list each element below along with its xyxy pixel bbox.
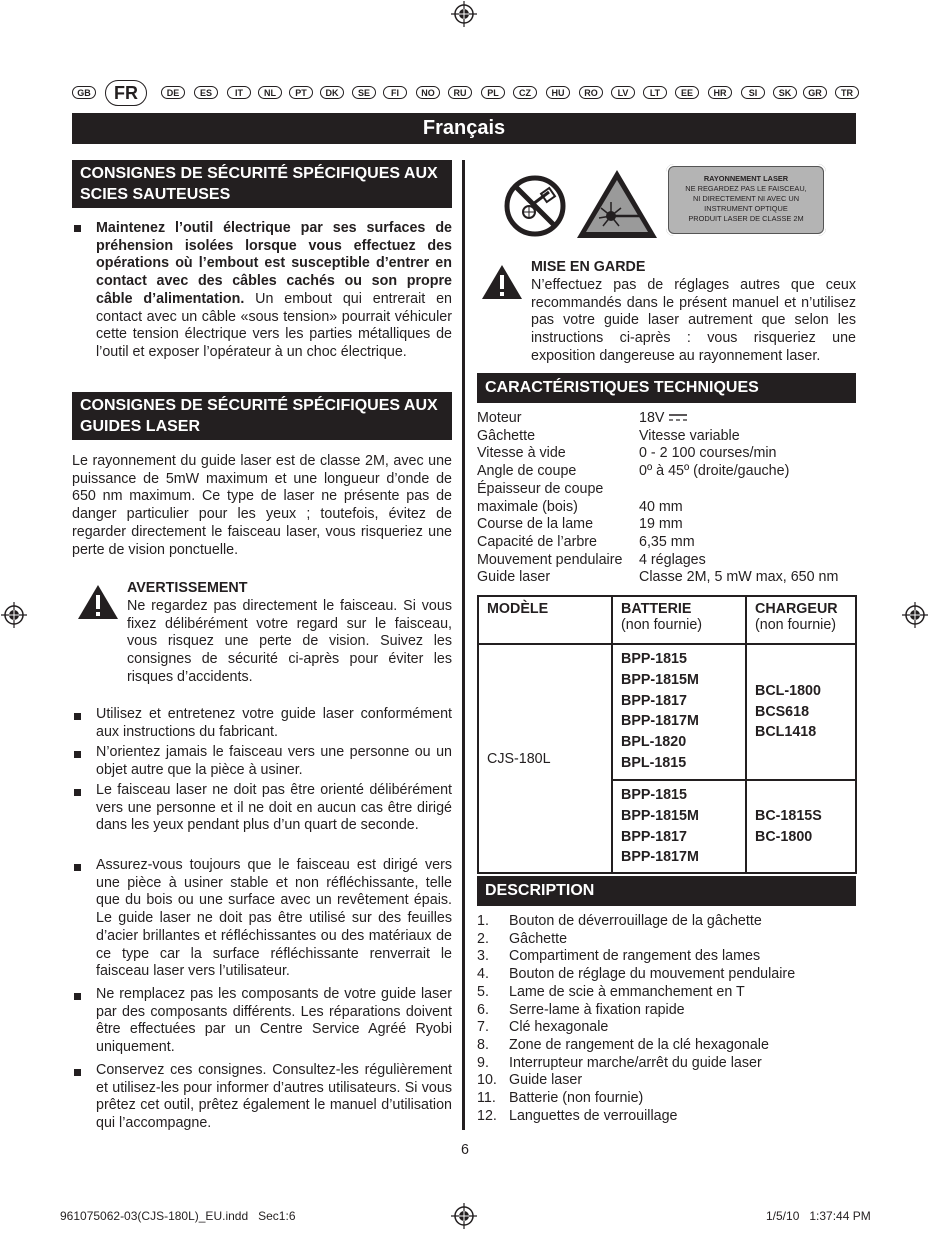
laser-bullet-item: N’orientez jamais le faisceau vers une personne ou un objet autre que la pièce à usiner. bbox=[96, 744, 452, 778]
description-text: Zone de rangement de la clé hexagonale bbox=[509, 1036, 769, 1053]
laser-label-line: RAYONNEMENT LASER bbox=[703, 174, 789, 183]
description-text: Serre-lame à fixation rapide bbox=[509, 1001, 685, 1018]
language-tab-pl: PL bbox=[481, 86, 505, 99]
description-text: Bouton de réglage du mouvement pendulaire bbox=[509, 966, 796, 983]
laser-bullet-item: Ne remplacez pas les composants de votre guide laser par des composants différents. Les réparations doivent être effectuées par un Centre Service Agréé Ryobi uniquement. bbox=[96, 986, 452, 1056]
description-text: Clé hexagonale bbox=[509, 1019, 609, 1036]
description-item bbox=[477, 931, 567, 949]
laser-bullet-item: Assurez-vous toujours que le faisceau est dirigé vers une pièce à usiner stable et non réfléchissante, telle que du bois ou une surface avec un revêtement épais. Le guide laser ne doit pas être utilisé sur des feuilles d’acier brillantes et réfléchissantes ou des matériaux de ce type car la surface réfléchissante renverrait le faisceau laser vers l’utilisateur. bbox=[96, 857, 452, 980]
laser-label-line: PRODUIT LASER DE CLASSE 2M bbox=[688, 214, 804, 223]
description-item bbox=[477, 1055, 762, 1073]
description-text: Languettes de verrouillage bbox=[509, 1107, 678, 1124]
registration-mark-icon bbox=[451, 1203, 477, 1229]
bullet-marker bbox=[74, 713, 81, 720]
dc-symbol-icon bbox=[668, 413, 688, 423]
laser-label-line: NE REGARDEZ PAS LE FAISCEAU, bbox=[685, 184, 807, 193]
language-tab-lt: LT bbox=[643, 86, 667, 99]
description-item bbox=[477, 948, 760, 966]
language-tab-si: SI bbox=[741, 86, 765, 99]
col-header-battery-sub: (non fournie) bbox=[621, 617, 703, 633]
registration-mark-icon bbox=[902, 602, 928, 628]
laser-bullet-item: Le faisceau laser ne doit pas être orienté délibérément vers une personne et il ne doit en aucun cas être dirigé dans les yeux pendant plus d’un quart de seconde. bbox=[96, 782, 452, 834]
language-tab-se: SE bbox=[352, 86, 376, 99]
language-tab-dk: DK bbox=[320, 86, 344, 99]
laser-bullet-item: Utilisez et entretenez votre guide laser conformément aux instructions du fabricant. bbox=[96, 706, 452, 740]
description-number: 11. bbox=[477, 1090, 496, 1106]
spec-value: 4 réglages bbox=[639, 551, 706, 568]
model-cell: CJS-180L bbox=[487, 750, 551, 767]
description-item bbox=[477, 1090, 643, 1108]
laser-safety-heading: CONSIGNES DE SÉCURITÉ SPÉCIFIQUES AUX GUIDES LASER bbox=[72, 392, 452, 440]
description-heading: DESCRIPTION bbox=[477, 876, 856, 906]
specs-heading: CARACTÉRISTIQUES TECHNIQUES bbox=[477, 373, 856, 403]
description-text: Gâchette bbox=[509, 930, 568, 947]
spec-row bbox=[477, 569, 839, 587]
spec-value: Vitesse variable bbox=[639, 427, 740, 444]
language-tab-cz: CZ bbox=[513, 86, 537, 99]
spec-label: Moteur bbox=[477, 410, 522, 426]
spec-value: 0 - 2 100 courses/min bbox=[639, 445, 777, 462]
charger-cell bbox=[746, 644, 856, 780]
spec-label: Gâchette bbox=[477, 427, 536, 444]
table-header-row bbox=[478, 596, 856, 644]
laser-bullet-item: Conservez ces consignes. Consultez-les régulièrement et utilisez-les pour informer d’autres utilisateurs. Si vous prêtez cet outil, prêtez également le manuel d’utilisation qui l’accompagne. bbox=[96, 1062, 452, 1132]
spec-label: Guide laser bbox=[477, 569, 551, 586]
spec-label: Mouvement pendulaire bbox=[477, 551, 623, 568]
language-tab-fi: FI bbox=[383, 86, 407, 99]
spec-label: Capacité de l’arbre bbox=[477, 533, 598, 550]
spec-row bbox=[477, 463, 790, 481]
language-tab-sk: SK bbox=[773, 86, 797, 99]
description-number: 1. bbox=[477, 913, 489, 929]
description-text: Interrupteur marche/arrêt du guide laser bbox=[509, 1054, 762, 1071]
description-item bbox=[477, 984, 745, 1002]
spec-row bbox=[477, 410, 665, 428]
battery-cell-item: BPP-1817 bbox=[621, 828, 687, 845]
description-number: 12. bbox=[477, 1107, 497, 1124]
jig-saw-safety-heading: CONSIGNES DE SÉCURITÉ SPÉCIFIQUES AUX SCIES SAUTEUSES bbox=[72, 160, 452, 208]
description-number: 4. bbox=[477, 966, 489, 983]
caution-text: N’effectuez pas de réglages autres que ceux recommandés dans le présent manuel et n’utilisez pas votre guide laser autrement que selon les instructions ci-après : vous risqueriez une exposition dangereuse au rayonnement laser. bbox=[531, 277, 856, 364]
description-number: 6. bbox=[477, 1001, 489, 1018]
no-optical-instrument-icon bbox=[503, 174, 567, 238]
laser-label-line: NI DIRECTEMENT NI AVEC UN bbox=[692, 194, 800, 203]
description-number: 7. bbox=[477, 1019, 489, 1036]
language-tab-hr: HR bbox=[708, 86, 732, 99]
jig-saw-bullet-rest: Un embout qui entrerait en contact avec un câble «sous tension» pourrait véhiculer cette tension électrique vers les parties métalliques de l’outil et exposer l’opérateur à un choc électrique. bbox=[96, 290, 452, 360]
language-tab-gr: GR bbox=[803, 86, 827, 99]
language-tab-it: IT bbox=[227, 86, 251, 99]
col-header-charger: CHARGEUR bbox=[755, 601, 838, 617]
language-tab-pt: PT bbox=[289, 86, 313, 99]
spec-value: 18V bbox=[639, 410, 665, 426]
battery-cell-item: BPP-1817M bbox=[621, 713, 699, 730]
description-item bbox=[477, 1037, 769, 1055]
description-item bbox=[477, 1019, 608, 1037]
description-text: Batterie (non fournie) bbox=[509, 1090, 644, 1106]
laser-paragraph: Le rayonnement du guide laser est de classe 2M, avec une puissance de 5mW maximum et une longueur d’onde de 650 nm maximum. Ce type de laser ne présente pas de danger particulier pour les yeux ; toutefois, évitez de regarder directement le faisceau laser, vous risqueriez une perte de vision ponctuelle. bbox=[72, 453, 452, 558]
footer-timestamp: 1/5/10 1:37:44 PM bbox=[766, 1209, 871, 1223]
registration-mark-icon bbox=[451, 1, 477, 27]
battery-cell-item: BPP-1817 bbox=[621, 692, 687, 709]
battery-cell-item: BPP-1815M bbox=[621, 671, 699, 688]
warning-triangle-icon bbox=[481, 264, 523, 300]
spec-row bbox=[477, 551, 706, 570]
battery-cell bbox=[612, 644, 746, 780]
laser-label-line: INSTRUMENT OPTIQUE bbox=[704, 204, 788, 213]
description-item bbox=[477, 966, 795, 984]
caution-title: MISE EN GARDE bbox=[531, 259, 646, 275]
spec-label: Épaisseur de coupe bbox=[477, 480, 604, 497]
battery-cell-item: BPL-1815 bbox=[621, 754, 687, 771]
warning-text: Ne regardez pas directement le faisceau. Si vous fixez délibérément votre regard sur le faisceau, vous risquez une perte de vision. Suivez les consignes de sécurité ci-après pour éviter les risques d’accidents. bbox=[127, 598, 452, 685]
language-tab-de: DE bbox=[161, 86, 185, 99]
language-tab-fr: FR bbox=[105, 80, 147, 106]
description-text: Guide laser bbox=[509, 1072, 583, 1089]
battery-cell bbox=[612, 780, 746, 873]
charger-cell-item: BC-1800 bbox=[755, 828, 813, 845]
spec-label: Vitesse à vide bbox=[477, 445, 566, 462]
spec-value: Classe 2M, 5 mW max, 650 nm bbox=[639, 569, 839, 586]
battery-cell-item: BPP-1815 bbox=[621, 651, 687, 667]
language-tab-es: ES bbox=[194, 86, 218, 99]
language-tab-gb: GB bbox=[72, 86, 96, 99]
bullet-marker bbox=[74, 225, 81, 232]
charger-cell-item: BCS618 bbox=[755, 703, 810, 720]
bullet-marker bbox=[74, 789, 81, 796]
charger-cell-item: BCL-1800 bbox=[755, 682, 821, 699]
spec-label: maximale (bois) bbox=[477, 498, 578, 515]
description-number: 3. bbox=[477, 948, 489, 965]
language-tab-tr: TR bbox=[835, 86, 859, 99]
description-number: 5. bbox=[477, 983, 489, 1000]
description-text: Compartiment de rangement des lames bbox=[509, 948, 761, 965]
charger-cell-item: BCL1418 bbox=[755, 724, 817, 741]
spec-row bbox=[477, 481, 603, 499]
bullet-marker bbox=[74, 993, 81, 1000]
warning-title: AVERTISSEMENT bbox=[127, 580, 248, 596]
jig-saw-bullet-bold: Maintenez l’outil électrique par ses surfaces de préhension isolées lorsque vous effectuez des opérations où l’embout est susceptible d’entrer en contact avec des câbles cachés ou son propre câble d’alimentation. bbox=[96, 220, 452, 307]
col-header-battery: BATTERIE bbox=[621, 601, 692, 617]
battery-cell-item: BPP-1815M bbox=[621, 807, 699, 824]
description-number: 10. bbox=[477, 1072, 497, 1089]
description-item bbox=[477, 1002, 685, 1020]
description-item bbox=[477, 1072, 582, 1090]
col-header-model: MODÈLE bbox=[487, 601, 549, 617]
spec-label: Course de la lame bbox=[477, 516, 594, 533]
page-number: 6 bbox=[461, 1142, 469, 1158]
description-item bbox=[477, 913, 762, 931]
laser-warning-label bbox=[666, 164, 826, 236]
language-title: Français bbox=[72, 113, 856, 144]
charger-cell bbox=[746, 780, 856, 873]
language-tab-hu: HU bbox=[546, 86, 570, 99]
spec-row bbox=[477, 445, 777, 463]
spec-value: 40 mm bbox=[639, 498, 683, 515]
spec-row bbox=[477, 516, 683, 534]
description-item bbox=[477, 1108, 678, 1126]
description-text: Lame de scie à emmanchement en T bbox=[509, 983, 745, 1000]
spec-row bbox=[477, 498, 683, 517]
bullet-marker bbox=[74, 864, 81, 871]
language-tab-lv: LV bbox=[611, 86, 635, 99]
battery-cell-item: BPP-1817M bbox=[621, 849, 699, 866]
spec-label: Angle de coupe bbox=[477, 463, 577, 480]
spec-row bbox=[477, 533, 695, 552]
spec-value: 6,35 mm bbox=[639, 533, 695, 550]
charger-cell-item: BC-1815S bbox=[755, 807, 822, 824]
jig-saw-bullet bbox=[96, 220, 452, 362]
registration-mark-icon bbox=[1, 602, 27, 628]
language-tab-ro: RO bbox=[579, 86, 603, 99]
table-row bbox=[478, 644, 856, 780]
language-tab-no: NO bbox=[416, 86, 440, 99]
column-divider bbox=[462, 160, 465, 1130]
battery-cell-item: BPP-1815 bbox=[621, 787, 687, 803]
description-number: 9. bbox=[477, 1054, 489, 1071]
description-text: Bouton de déverrouillage de la gâchette bbox=[509, 913, 762, 929]
model-compatibility-table bbox=[477, 595, 857, 874]
col-header-charger-sub: (non fournie) bbox=[755, 617, 837, 633]
bullet-marker bbox=[74, 751, 81, 758]
language-tabs bbox=[72, 80, 858, 106]
spec-value: 0º à 45º (droite/gauche) bbox=[639, 463, 790, 480]
footer-file-info: 961075062-03(CJS-180L)_EU.indd Sec1:6 bbox=[60, 1209, 296, 1223]
warning-triangle-icon bbox=[77, 584, 119, 620]
language-tab-nl: NL bbox=[258, 86, 282, 99]
language-tab-ee: EE bbox=[675, 86, 699, 99]
spec-row bbox=[477, 427, 740, 446]
battery-cell-item: BPL-1820 bbox=[621, 734, 687, 751]
spec-value: 19 mm bbox=[639, 516, 683, 533]
language-tab-ru: RU bbox=[448, 86, 472, 99]
description-number: 8. bbox=[477, 1036, 489, 1053]
bullet-marker bbox=[74, 1069, 81, 1076]
description-number: 2. bbox=[477, 930, 489, 947]
laser-hazard-icon bbox=[575, 168, 659, 240]
